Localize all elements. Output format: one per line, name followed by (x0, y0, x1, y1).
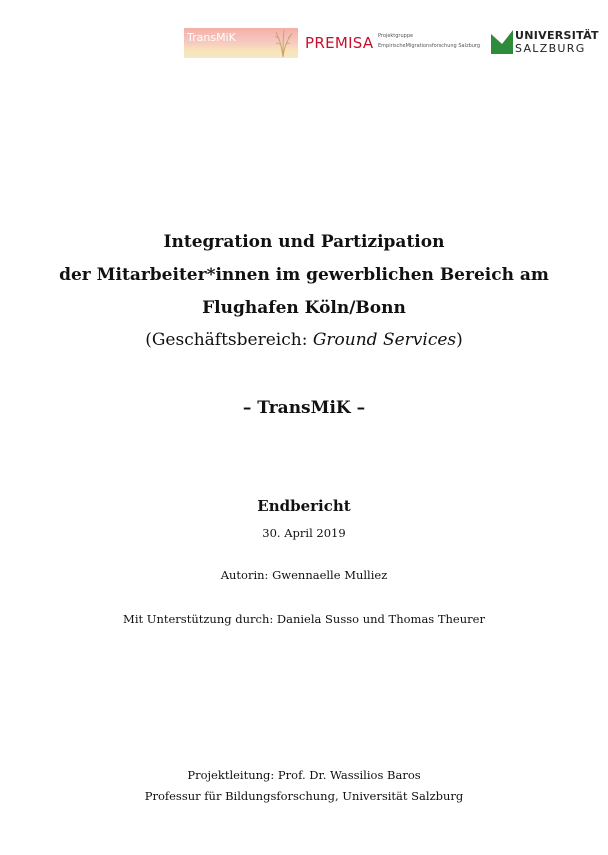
university-logo-line2: SALZBURG (515, 42, 586, 55)
premisa-logo-name: PREMISA (305, 34, 374, 52)
title-line-2: der Mitarbeiter*innen im gewerblichen Bereich am (59, 265, 549, 285)
professorship: Professur für Bildungsforschung, Universität Salzburg (144, 789, 464, 803)
support-credits: Mit Unterstützung durch: Daniela Susso und Thomas Theurer (123, 612, 485, 626)
report-label: Endbericht (257, 497, 351, 515)
project-name: – TransMiK – (242, 398, 366, 418)
business-unit-subtitle (0, 330, 608, 350)
transmik-logo-text: TransMiK (187, 31, 236, 44)
university-logo-line1: UNIVERSITÄT (515, 29, 599, 42)
subtitle-suffix: ) (456, 330, 463, 350)
premisa-logo (305, 30, 485, 56)
subtitle-italic: Ground Services (312, 330, 457, 350)
title-line-1: Integration und Partizipation (163, 232, 445, 252)
transmik-logo (184, 28, 298, 58)
university-salzburg-logo (491, 28, 601, 58)
title-line-3: Flughafen Köln/Bonn (202, 298, 406, 318)
author: Autorin: Gwennaelle Mulliez (220, 568, 388, 582)
premisa-logo-line2: EmpirischeMigrationsforschung Salzburg (378, 43, 481, 49)
wheat-icon (270, 28, 296, 58)
project-lead: Projektleitung: Prof. Dr. Wassilios Baros (187, 768, 421, 782)
report-date: 30. April 2019 (262, 526, 346, 540)
premisa-logo-line1: Projektgruppe (378, 33, 414, 39)
subtitle-prefix: (Geschäftsbereich: (145, 330, 313, 350)
university-emblem-icon (491, 30, 513, 54)
logo-bar (0, 22, 608, 62)
